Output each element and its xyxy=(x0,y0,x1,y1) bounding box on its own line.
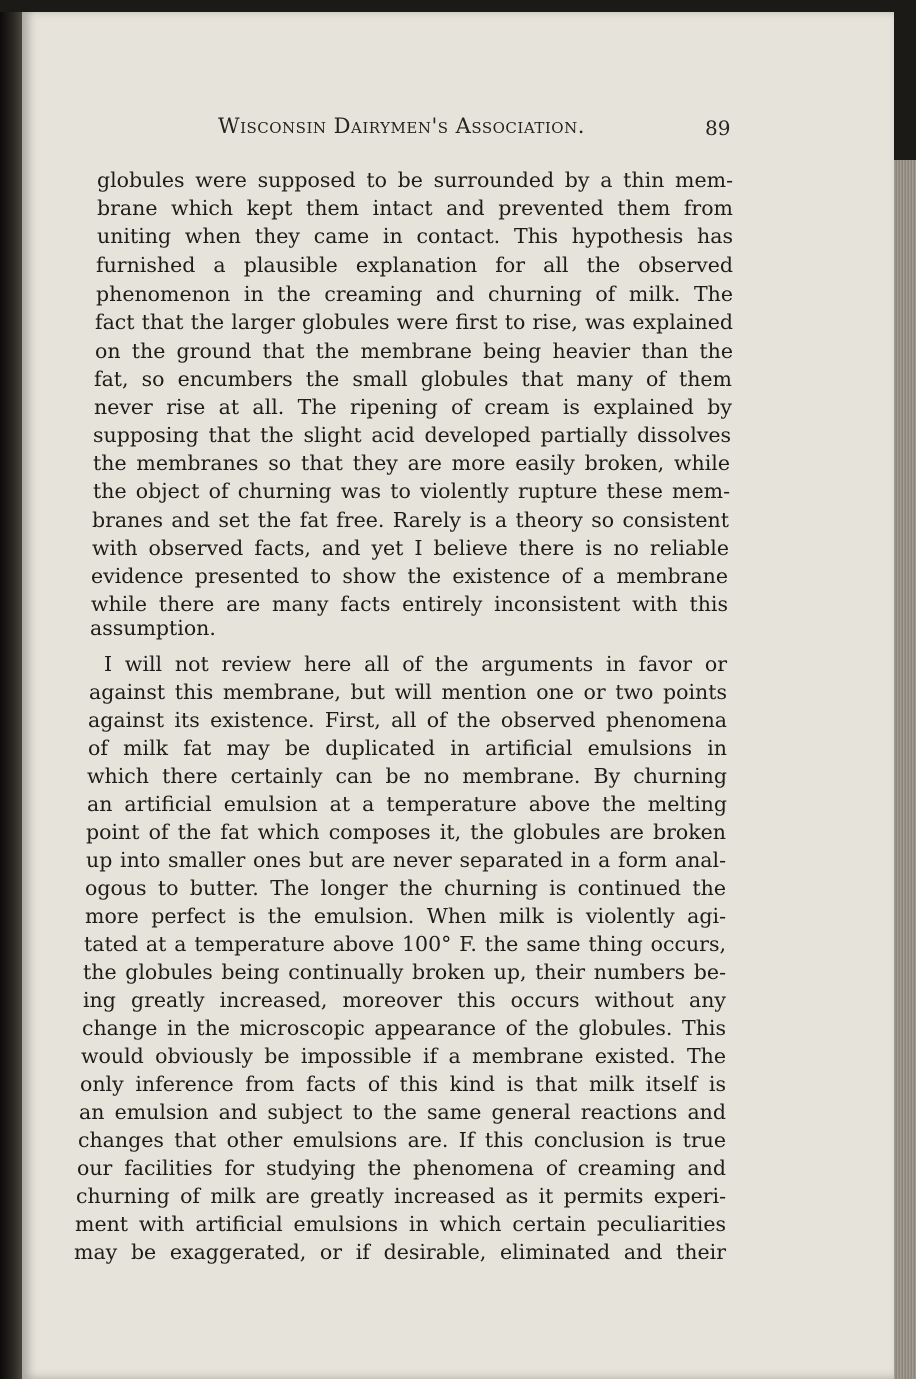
text-line: uniting when they came in contact. This hypothesis has xyxy=(97,224,733,248)
page-number: 89 xyxy=(705,116,731,140)
text-line: point of the fat which composes it, the globules are broken xyxy=(86,820,726,844)
text-line: an emulsion and subject to the same general reactions and xyxy=(79,1100,726,1124)
text-line: on the ground that the membrane being heavier than the xyxy=(95,339,733,363)
text-line: furnished a plausible explanation for all the observed xyxy=(96,253,733,277)
text-line: against this membrane, but will mention one or two points xyxy=(89,680,727,704)
text-line: globules were supposed to be surrounded by a thin mem- xyxy=(97,168,733,192)
text-line: which there certainly can be no membrane. By churning xyxy=(87,764,727,788)
text-line: of milk fat may be duplicated in artificial emulsions in xyxy=(88,736,727,760)
text-line: assumption. xyxy=(90,616,216,640)
text-line: ogous to butter. The longer the churning is continued the xyxy=(85,876,726,900)
text-line: may be exaggerated, or if desirable, eliminated and their xyxy=(74,1240,726,1264)
text-line: phenomenon in the creaming and churning of milk. The xyxy=(96,282,733,306)
text-line: the globules being continually broken up, their numbers be- xyxy=(83,960,726,984)
text-line: ing greatly increased, moreover this occurs without any xyxy=(83,988,726,1012)
page-header xyxy=(0,114,916,144)
top-border xyxy=(0,0,916,12)
text-line: evidence presented to show the existence of a membrane xyxy=(91,564,728,588)
text-line: up into smaller ones but are never separated in a form anal- xyxy=(86,848,726,872)
text-line: I will not review here all of the arguments in favor or xyxy=(104,652,727,676)
text-line: changes that other emulsions are. If this conclusion is true xyxy=(78,1128,726,1152)
text-line: only inference from facts of this kind is that milk itself is xyxy=(80,1072,726,1096)
text-line: an artificial emulsion at a temperature above the melting xyxy=(87,792,727,816)
text-line: while there are many facts entirely inconsistent with this xyxy=(91,592,728,616)
text-line: with observed facts, and yet I believe there is no reliable xyxy=(92,536,729,560)
text-line: fat, so encumbers the small globules that many of them xyxy=(94,367,732,391)
text-line: fact that the larger globules were first to rise, was explained xyxy=(95,310,733,334)
text-line: tated at a temperature above 100° F. the same thing occurs, xyxy=(84,932,726,956)
text-line: the membranes so that they are more easily broken, while xyxy=(93,451,730,475)
text-line: churning of milk are greatly increased as it permits experi- xyxy=(76,1184,726,1208)
text-line: our facilities for studying the phenomena of creaming and xyxy=(77,1156,726,1180)
text-line: never rise at all. The ripening of cream is explained by xyxy=(94,395,732,419)
text-line: would obviously be impossible if a membrane existed. The xyxy=(81,1044,726,1068)
running-title: Wisconsin Dairymen's Association. xyxy=(218,114,585,138)
text-line: supposing that the slight acid developed partially dissolves xyxy=(93,423,731,447)
text-line: against its existence. First, all of the observed phenomena xyxy=(88,708,727,732)
text-line: brane which kept them intact and prevented them from xyxy=(97,196,733,220)
text-line: the object of churning was to violently rupture these mem- xyxy=(93,479,730,503)
text-line: ment with artificial emulsions in which certain peculiarities xyxy=(75,1212,726,1236)
text-line: branes and set the fat free. Rarely is a theory so consistent xyxy=(92,508,729,532)
text-line: change in the microscopic appearance of the globules. This xyxy=(82,1016,726,1040)
text-line: more perfect is the emulsion. When milk is violently agi- xyxy=(85,904,726,928)
